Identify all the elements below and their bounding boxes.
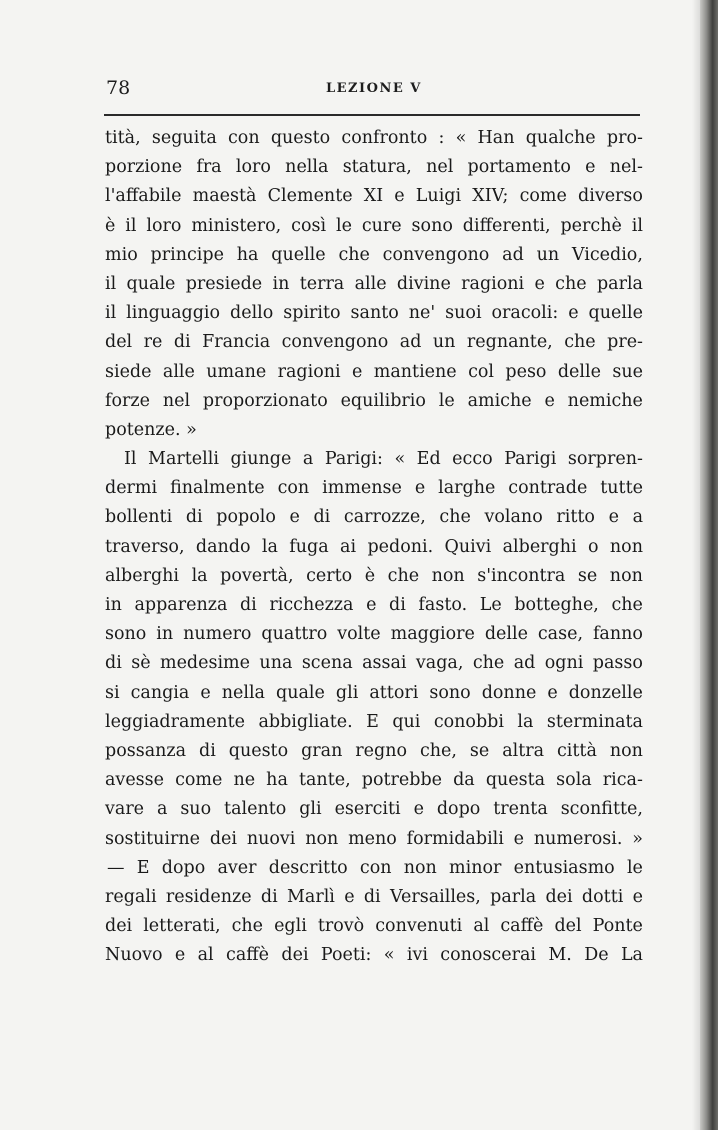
text-line: vare a suo talento gli eserciti e dopo trenta sconfitte,: [105, 799, 643, 820]
body-text: [105, 124, 643, 970]
text-line: il linguaggio dello spirito santo ne' suoi oracoli: e quelle: [105, 303, 643, 324]
text-line: traverso, dando la fuga ai pedoni. Quivi alberghi o non: [105, 536, 643, 557]
text-line: siede alle umane ragioni e mantiene col peso delle sue: [105, 361, 643, 382]
text-line: di sè medesime una scena assai vaga, che ad ogni passo: [105, 653, 643, 674]
text-line: l'affabile maestà Clemente XI e Luigi XIV; come diverso: [105, 186, 643, 207]
text-line: tità, seguita con questo confronto : « Han qualche pro-: [105, 128, 643, 148]
text-line: regali residenze di Marlì e di Versailles, parla dei dotti e: [105, 886, 643, 907]
text-line: avesse come ne ha tante, potrebbe da questa sola rica-: [105, 770, 643, 791]
text-line: alberghi la povertà, certo è che non s'incontra se non: [105, 565, 643, 586]
text-line: forze nel proporzionato equilibrio le amiche e nemiche: [105, 390, 643, 411]
text-line: bollenti di popolo e di carrozze, che volano ritto e a: [105, 507, 643, 528]
header-rule: [104, 114, 640, 116]
text-line: Nuovo e al caffè dei Poeti: « ivi conoscerai M. De La: [105, 945, 643, 966]
text-line: dei letterati, che egli trovò convenuti al caffè del Ponte: [105, 916, 643, 937]
text-line: del re di Francia convengono ad un regnante, che pre-: [105, 332, 643, 353]
book-edge: [700, 0, 718, 1130]
text-line: possanza di questo gran regno che, se altra città non: [105, 740, 643, 761]
page-edge-shadow: [692, 0, 700, 1130]
text-line: in apparenza di ricchezza e di fasto. Le botteghe, che: [105, 595, 643, 615]
text-line: Il Martelli giunge a Parigi: « Ed ecco Parigi sorpren-: [124, 449, 643, 470]
text-line: leggiadramente abbigliate. E qui conobbi la sterminata: [105, 711, 643, 732]
running-head: LEZIONE V: [326, 81, 422, 96]
text-line: è il loro ministero, così le cure sono differenti, perchè il: [105, 215, 643, 236]
text-line: mio principe ha quelle che convengono ad un Vicedio,: [105, 244, 643, 265]
text-line: sono in numero quattro volte maggiore delle case, fanno: [105, 624, 643, 645]
text-line: — E dopo aver descritto con non minor entusiasmo le: [107, 857, 643, 878]
text-line: sostituirne dei nuovi non meno formidabili e numerosi. »: [105, 828, 643, 849]
page-header: [106, 77, 640, 103]
text-line: dermi finalmente con immense e larghe contrade tutte: [105, 478, 643, 499]
text-line: potenze. »: [105, 419, 197, 440]
text-line: si cangia e nella quale gli attori sono donne e donzelle: [105, 682, 643, 703]
text-line: il quale presiede in terra alle divine ragioni e che parla: [105, 273, 643, 294]
page-number: 78: [106, 77, 131, 99]
text-line: porzione fra loro nella statura, nel portamento e nel-: [105, 157, 643, 178]
